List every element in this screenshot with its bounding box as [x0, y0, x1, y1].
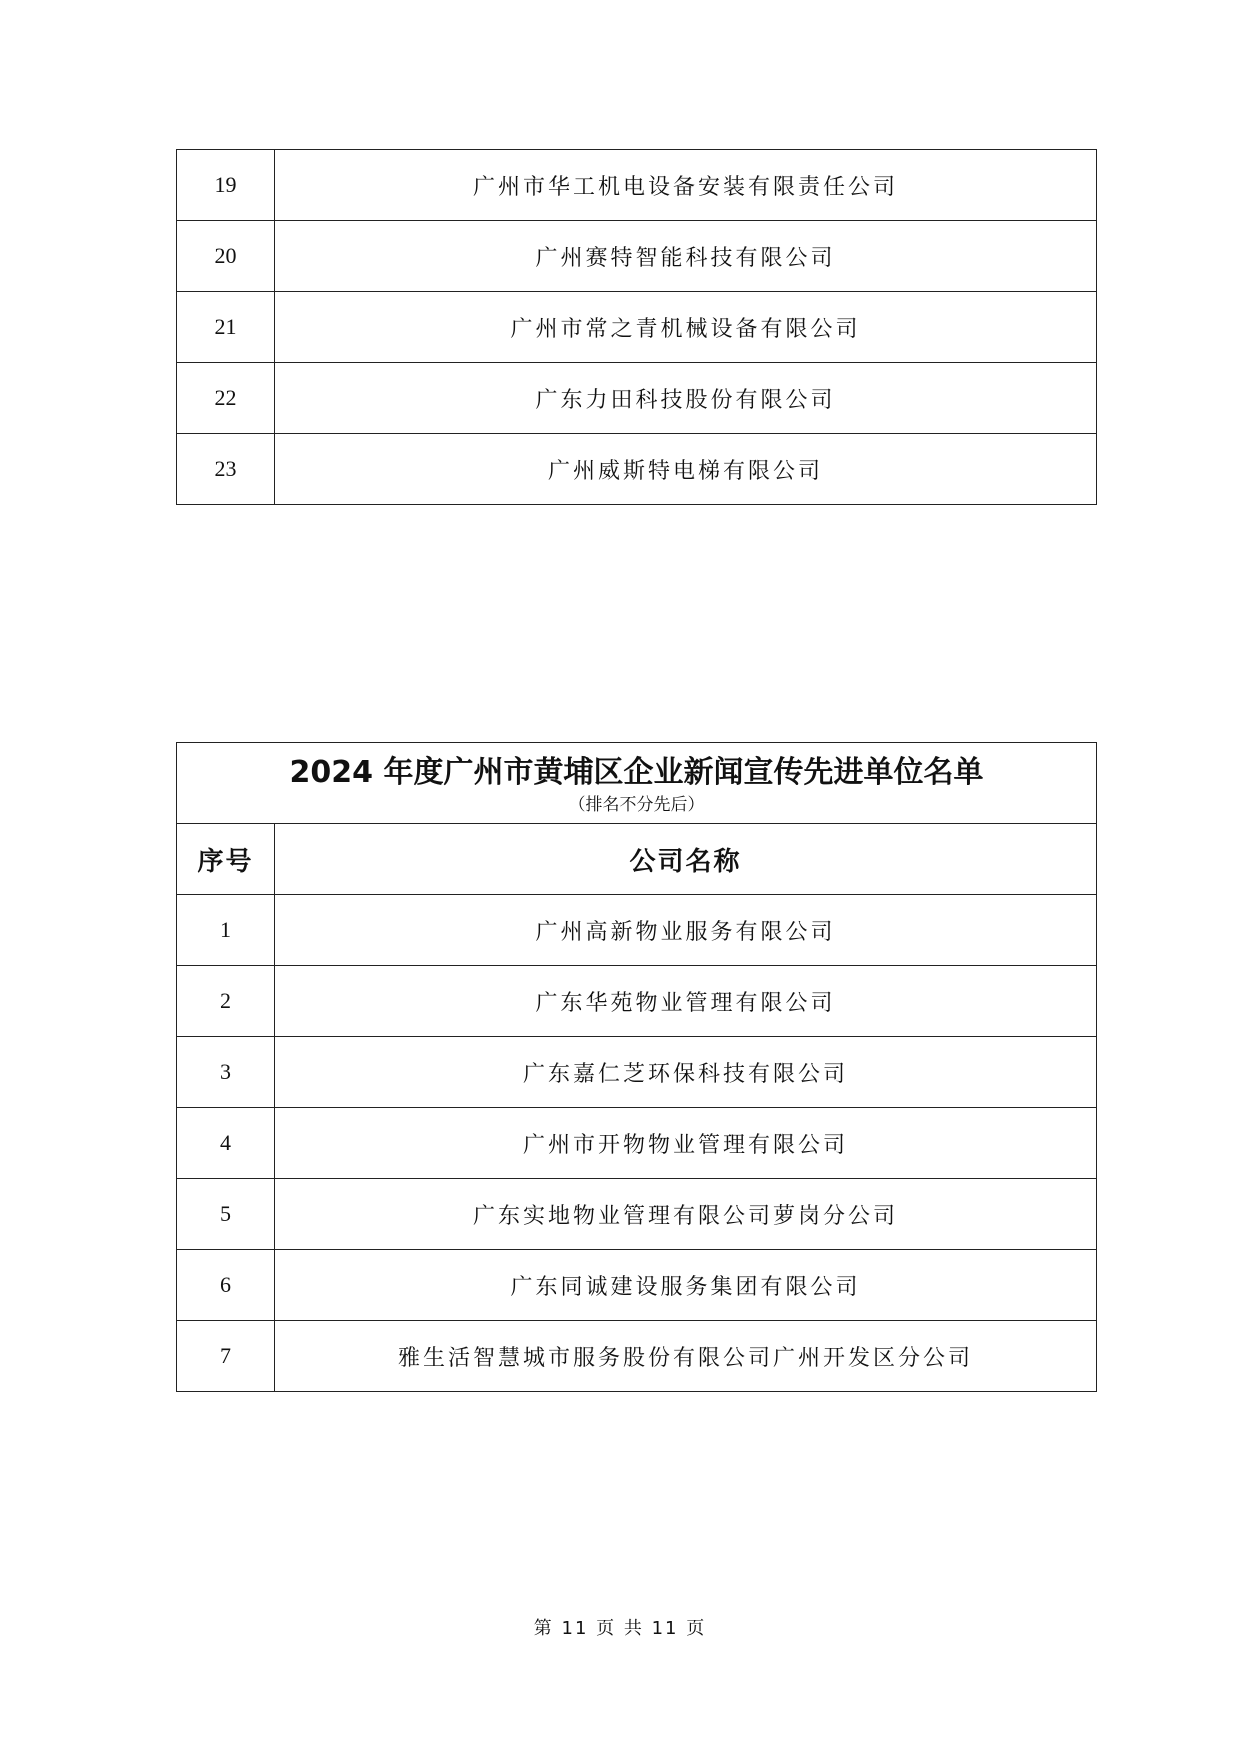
row-index: 22	[177, 363, 275, 434]
row-index: 21	[177, 292, 275, 363]
table-header-row	[177, 824, 1097, 895]
table-row	[177, 434, 1097, 505]
row-index: 20	[177, 221, 275, 292]
row-index: 6	[177, 1250, 275, 1321]
table-row	[177, 895, 1097, 966]
company-name: 广州赛特智能科技有限公司	[275, 221, 1097, 292]
row-index: 3	[177, 1037, 275, 1108]
company-name: 广东实地物业管理有限公司萝岗分公司	[275, 1179, 1097, 1250]
page-number-footer: 第 11 页 共 11 页	[533, 1618, 707, 1639]
company-name: 雅生活智慧城市服务股份有限公司广州开发区分公司	[275, 1321, 1097, 1392]
row-index: 4	[177, 1108, 275, 1179]
table-row	[177, 221, 1097, 292]
header-index: 序号	[177, 824, 275, 895]
table-title-row	[177, 743, 1097, 824]
row-index: 23	[177, 434, 275, 505]
table-row	[177, 1108, 1097, 1179]
company-name: 广东同诚建设服务集团有限公司	[275, 1250, 1097, 1321]
company-name: 广州市华工机电设备安装有限责任公司	[275, 150, 1097, 221]
table-row	[177, 1037, 1097, 1108]
company-name: 广州市开物物业管理有限公司	[275, 1108, 1097, 1179]
company-name: 广东力田科技股份有限公司	[275, 363, 1097, 434]
table-row	[177, 1321, 1097, 1392]
company-name: 广州市常之青机械设备有限公司	[275, 292, 1097, 363]
company-name: 广东华苑物业管理有限公司	[275, 966, 1097, 1037]
table-row	[177, 363, 1097, 434]
row-index: 5	[177, 1179, 275, 1250]
table-row	[177, 1250, 1097, 1321]
table-row	[177, 1179, 1097, 1250]
company-table-continued	[176, 149, 1097, 505]
row-index: 1	[177, 895, 275, 966]
header-company-name: 公司名称	[275, 824, 1097, 895]
news-publicity-units-table	[176, 742, 1097, 1392]
company-name: 广州高新物业服务有限公司	[275, 895, 1097, 966]
row-index: 2	[177, 966, 275, 1037]
table-row	[177, 150, 1097, 221]
table-title-cell	[177, 743, 1097, 824]
table-title: 2024 年度广州市黄埔区企业新闻宣传先进单位名单	[289, 754, 984, 790]
table-subtitle: （排名不分先后）	[568, 794, 705, 815]
table-row	[177, 966, 1097, 1037]
company-name: 广东嘉仁芝环保科技有限公司	[275, 1037, 1097, 1108]
company-name: 广州威斯特电梯有限公司	[275, 434, 1097, 505]
row-index: 19	[177, 150, 275, 221]
table-row	[177, 292, 1097, 363]
row-index: 7	[177, 1321, 275, 1392]
